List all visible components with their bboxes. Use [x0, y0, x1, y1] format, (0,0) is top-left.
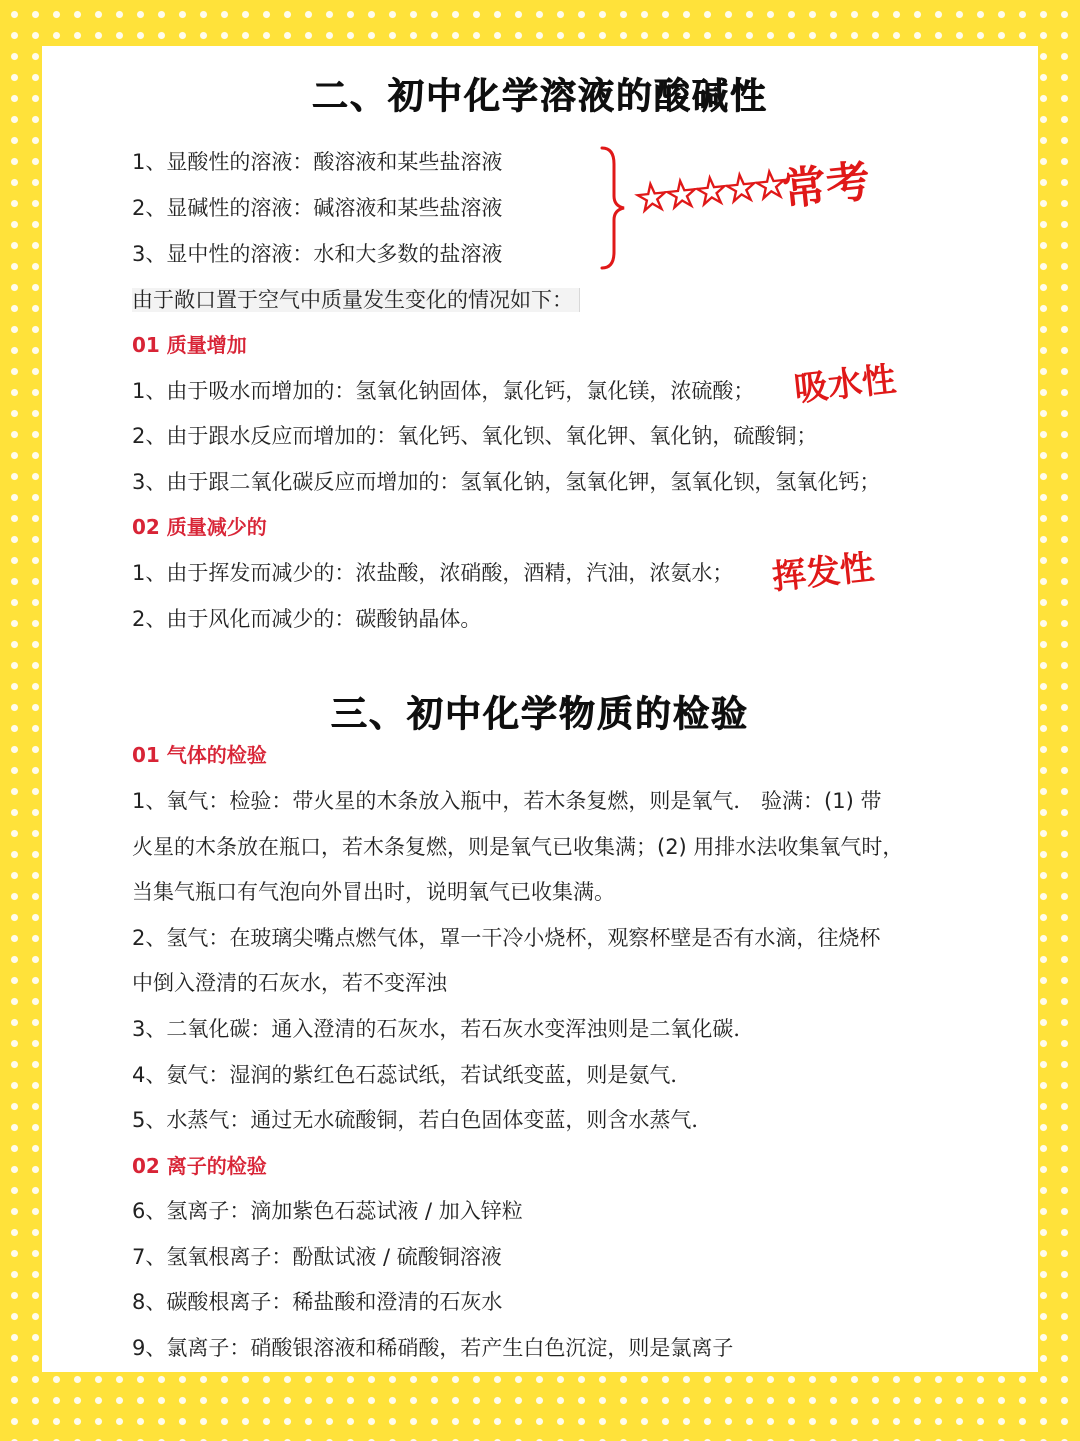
handwritten-brace-icon — [598, 144, 628, 272]
handwritten-hygroscopic-note: 吸水性 — [792, 359, 898, 410]
ion-line-2: 7、氢氧根离子：酚酞试液 / 硫酸铜溶液 — [132, 1245, 502, 1269]
ion-line-4: 9、氯离子：硝酸银溶液和稀硝酸，若产生白色沉淀，则是氯离子 — [132, 1336, 734, 1360]
subheading-ion-test: 02 离子的检验 — [132, 1154, 267, 1178]
gas-line-5: 中倒入澄清的石灰水，若不变浑浊 — [132, 971, 447, 995]
handwritten-volatile-note: 挥发性 — [770, 547, 876, 598]
handwritten-stars-note: ☆☆☆☆☆ — [631, 160, 785, 223]
increase-line-2: 2、由于跟水反应而增加的：氧化钙、氧化钡、氧化钾、氧化钠，硫酸铜； — [132, 424, 818, 448]
subheading-gas-test: 01 气体的检验 — [132, 743, 267, 767]
section-2-title: 二、初中化学溶液的酸碱性 — [311, 76, 768, 117]
gas-line-3: 当集气瓶口有气泡向外冒出时，说明氧气已收集满。 — [132, 880, 615, 904]
document-page — [42, 46, 1038, 1372]
gas-line-4: 2、氢气：在玻璃尖嘴点燃气体，罩一干冷小烧杯，观察杯壁是否有水滴，往烧杯 — [132, 926, 881, 950]
gas-line-7: 4、氨气：湿润的紫红色石蕊试纸，若试纸变蓝，则是氨气． — [132, 1063, 692, 1087]
gas-line-2: 火星的木条放在瓶口，若木条复燃，则是氧气已收集满；(2) 用排水法收集氧气时， — [132, 835, 904, 859]
neutral-solution-line: 3、显中性的溶液：水和大多数的盐溶液 — [132, 242, 503, 266]
subheading-mass-decrease: 02 质量减少的 — [132, 515, 267, 539]
handwritten-frequent-note: 常考 — [779, 155, 873, 216]
gas-line-1: 1、氧气：检验：带火星的木条放入瓶中，若木条复燃，则是氧气． 验满：(1) 带 — [132, 789, 882, 813]
acidic-solution-line: 1、显酸性的溶液：酸溶液和某些盐溶液 — [132, 150, 503, 174]
subheading-mass-increase: 01 质量增加 — [132, 333, 247, 357]
intro-text: 由于敞口置于空气中质量发生变化的情况如下： — [132, 288, 580, 312]
gas-line-6: 3、二氧化碳：通入澄清的石灰水，若石灰水变浑浊则是二氧化碳． — [132, 1017, 755, 1041]
gas-line-8: 5、水蒸气：通过无水硫酸铜，若白色固体变蓝，则含水蒸气． — [132, 1108, 713, 1132]
decrease-line-1: 1、由于挥发而减少的：浓盐酸，浓硝酸，酒精，汽油，浓氨水； — [132, 561, 734, 585]
ion-line-1: 6、氢离子：滴加紫色石蕊试液 / 加入锌粒 — [132, 1199, 523, 1223]
basic-solution-line: 2、显碱性的溶液：碱溶液和某些盐溶液 — [132, 196, 503, 220]
intro-line — [132, 286, 580, 314]
increase-line-3: 3、由于跟二氧化碳反应而增加的：氢氧化钠，氢氧化钾，氢氧化钡，氢氧化钙； — [132, 470, 881, 494]
ion-line-3: 8、碳酸根离子：稀盐酸和澄清的石灰水 — [132, 1290, 503, 1314]
decrease-line-2: 2、由于风化而减少的：碳酸钠晶体。 — [132, 607, 482, 631]
increase-line-1: 1、由于吸水而增加的：氢氧化钠固体，氯化钙，氯化镁，浓硫酸； — [132, 379, 755, 403]
section-3-title: 三、初中化学物质的检验 — [330, 694, 749, 735]
